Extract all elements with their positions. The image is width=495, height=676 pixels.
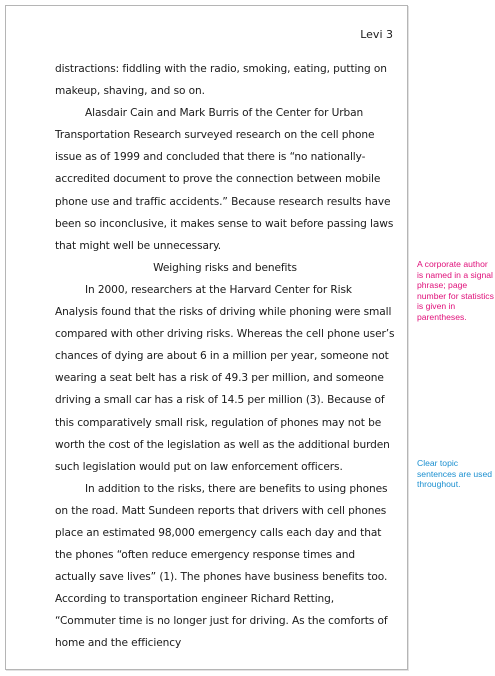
margin-note-topic-sentences: Clear topic sentences are used throughout. (417, 458, 493, 489)
paragraph-continuation: distractions: fiddling with the radio, smoking, eating, putting on makeup, shaving, and so on. (55, 63, 387, 98)
paragraph-benefits: In addition to the risks, there are benefits to using phones on the road. Matt Sundeen reports that drivers with cell phones place an estimated 98,000 emergency calls each day and that the phones “often reduce emergency response times and actually save lives” (1). The phones have business benefits too. According to transportation engineer Richard Retting, “Commuter time is no longer just for driving. As the comforts of home and the efficiency (55, 482, 388, 650)
section-heading: Weighing risks and benefits (153, 261, 297, 274)
margin-note-corporate-author: A corporate author is named in a signal phrase; page number for statistics is given in parentheses. (417, 259, 494, 322)
paragraph-cain-burris: Alasdair Cain and Mark Burris of the Center for Urban Transportation Research surveyed research on the cell phone issue as of 1999 and concluded that there is “no nationally-accredited document to prove the connection between mobile phone use and traffic accidents.” Because research results have been so inconclusive, it makes sense to wait before passing laws that might well be unnecessary. (55, 107, 394, 252)
running-head: Levi 3 (360, 28, 393, 41)
essay-body (55, 58, 395, 655)
paragraph-harvard-risk: In 2000, researchers at the Harvard Center for Risk Analysis found that the risks of driving while phoning were small compared with other driving risks. Whereas the cell phone user’s chances of dying are about 6 in a million per year, someone not wearing a seat belt has a risk of 49.3 per million, and someone driving a small car has a risk of 14.5 per million (3). Because of this comparatively small risk, regulation of phones may not be worth the cost of the legislation as well as the additional burden such legislation would put on law enforcement officers. (55, 283, 395, 473)
